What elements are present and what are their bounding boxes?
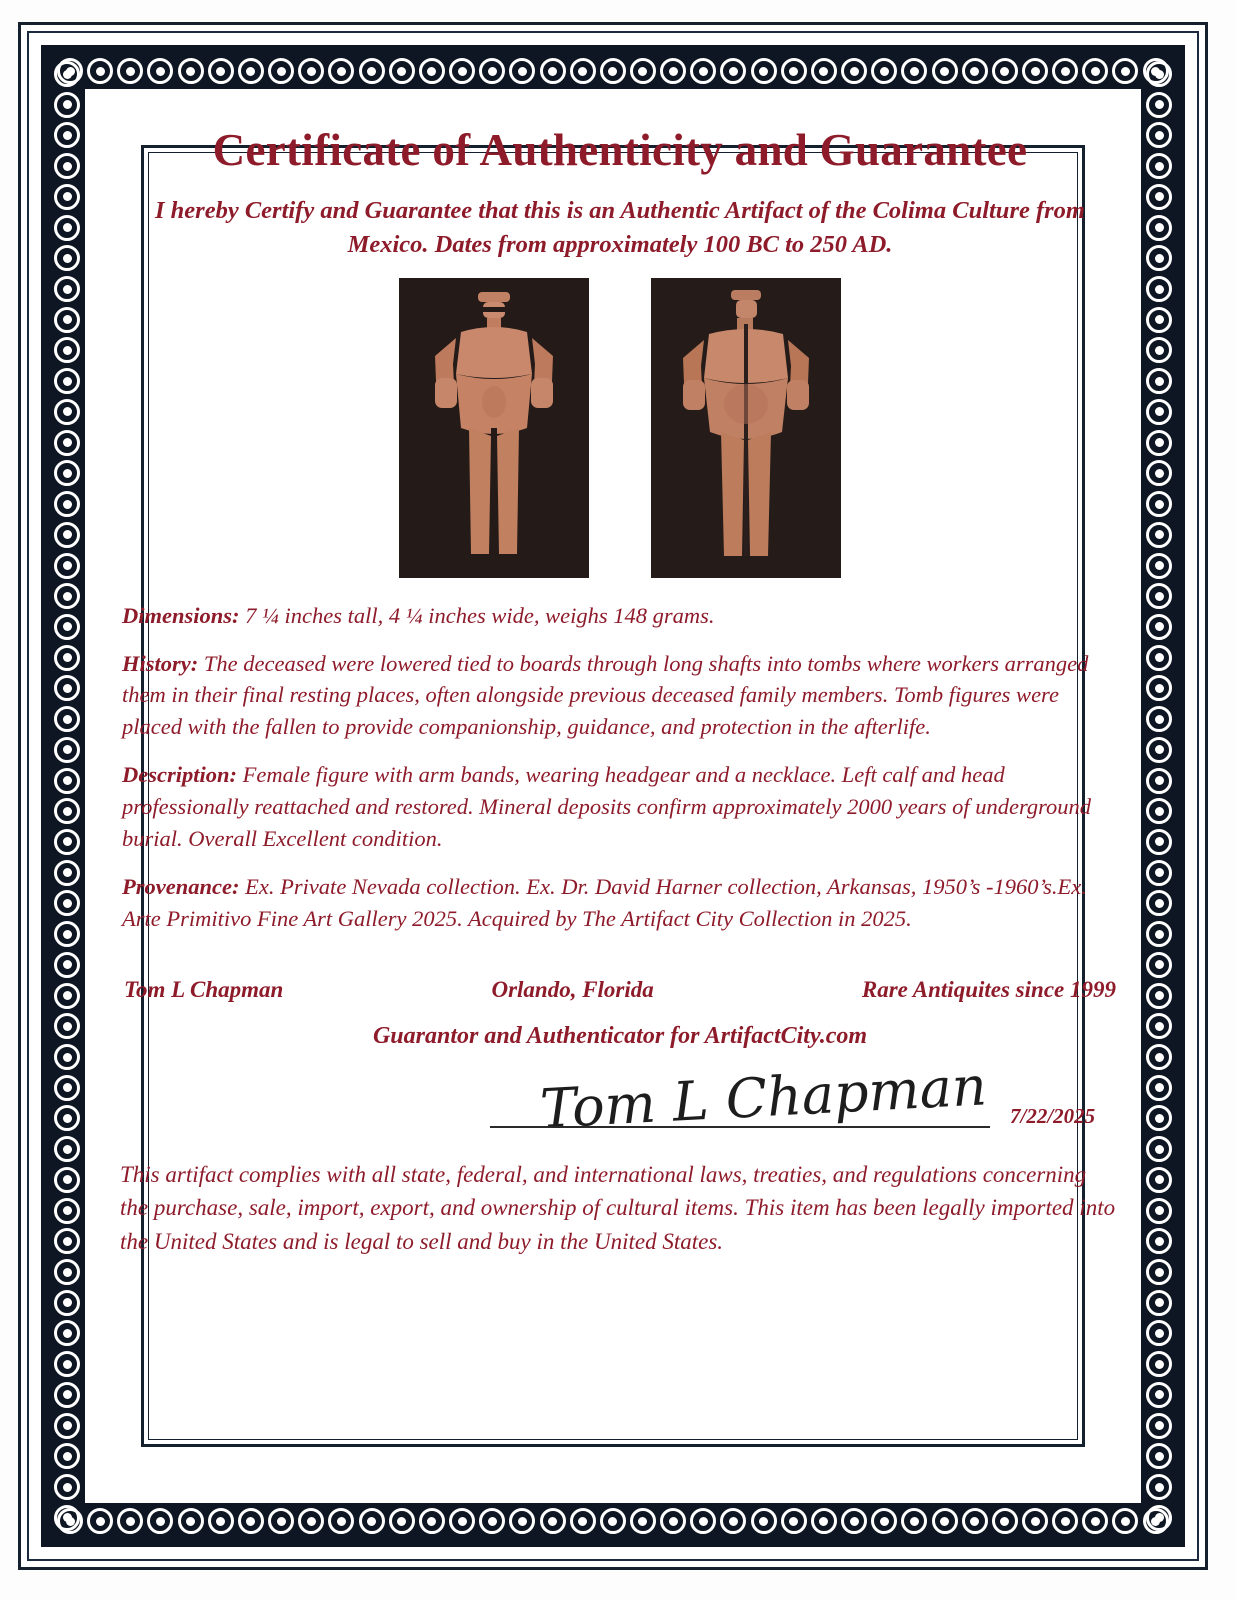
border-circle bbox=[54, 1320, 80, 1346]
border-circle bbox=[1146, 952, 1172, 978]
border-circle bbox=[479, 58, 505, 84]
border-circle bbox=[1112, 58, 1138, 84]
border-circle bbox=[781, 1508, 807, 1534]
border-circle bbox=[1146, 921, 1172, 947]
field-history-label: History: bbox=[122, 650, 199, 676]
border-circle bbox=[54, 798, 80, 824]
border-circle bbox=[992, 58, 1018, 84]
border-circle bbox=[962, 58, 988, 84]
border-circle bbox=[1146, 1443, 1172, 1469]
handwritten-signature: Tom L Chapman bbox=[538, 1054, 989, 1141]
border-circle bbox=[811, 1508, 837, 1534]
field-description-label: Description: bbox=[122, 762, 237, 788]
border-circle bbox=[1146, 522, 1172, 548]
field-dimensions bbox=[120, 600, 1120, 632]
border-circle bbox=[720, 1508, 746, 1534]
border-circle bbox=[1146, 245, 1172, 271]
compliance-statement: This artifact complies with all state, federal, and international laws, treaties, and regulations concerning the purchase, sale, import, export, and ownership of cultural items. This item has been legally imported into the United States and is legal to sell and buy in the United States. bbox=[120, 1162, 1116, 1254]
border-circle bbox=[992, 1508, 1018, 1534]
border-circle bbox=[1146, 368, 1172, 394]
border-circle bbox=[54, 1351, 80, 1377]
border-circle bbox=[1022, 58, 1048, 84]
border-circle bbox=[871, 58, 897, 84]
border-circle bbox=[871, 1508, 897, 1534]
border-circle bbox=[1146, 399, 1172, 425]
border-circle bbox=[630, 58, 656, 84]
border-circle bbox=[147, 1508, 173, 1534]
border-circle bbox=[328, 1508, 354, 1534]
border-circle bbox=[1146, 337, 1172, 363]
border-circle bbox=[1146, 1290, 1172, 1316]
border-circle bbox=[54, 737, 80, 763]
border-circles-right bbox=[1146, 61, 1172, 1531]
artifact-photo-back bbox=[651, 278, 841, 578]
border-circle bbox=[509, 1508, 535, 1534]
border-circle bbox=[54, 184, 80, 210]
border-circle bbox=[1146, 1044, 1172, 1070]
border-circle bbox=[54, 768, 80, 794]
border-circle bbox=[298, 58, 324, 84]
field-description-text: Female figure with arm bands, wearing headgear and a necklace. Left calf and head professionally reattached and restored. Mineral deposits confirm approximately 2000 years of underground burial. Overall Excellent condition. bbox=[122, 762, 1092, 852]
border-circle bbox=[54, 983, 80, 1009]
border-circle bbox=[54, 1382, 80, 1408]
border-circle bbox=[54, 706, 80, 732]
border-circle bbox=[660, 1508, 686, 1534]
border-circle bbox=[54, 215, 80, 241]
border-circle bbox=[932, 1508, 958, 1534]
border-circle bbox=[238, 1508, 264, 1534]
border-circle bbox=[600, 58, 626, 84]
border-circle bbox=[238, 58, 264, 84]
border-circle bbox=[1146, 215, 1172, 241]
border-circle bbox=[54, 890, 80, 916]
border-circle bbox=[54, 1290, 80, 1316]
border-circle bbox=[208, 1508, 234, 1534]
border-circle bbox=[630, 1508, 656, 1534]
colima-figure-front-icon bbox=[399, 278, 589, 578]
border-circle bbox=[268, 1508, 294, 1534]
border-circle bbox=[690, 58, 716, 84]
border-circle bbox=[540, 1508, 566, 1534]
border-circle bbox=[54, 276, 80, 302]
border-circle bbox=[1022, 1508, 1048, 1534]
border-circle bbox=[751, 1508, 777, 1534]
border-circle bbox=[962, 1508, 988, 1534]
field-provenance-text: Ex. Private Nevada collection. Ex. Dr. David Harner collection, Arkansas, 1950’s -1960’s.Ex. Arte Primitivo Fine Art Gallery 2025. Acquired by The Artifact City Collection in 2025. bbox=[122, 874, 1087, 932]
border-circle bbox=[54, 553, 80, 579]
border-circle bbox=[54, 522, 80, 548]
border-circle bbox=[1146, 460, 1172, 486]
border-circle bbox=[54, 952, 80, 978]
border-circle bbox=[54, 1505, 80, 1531]
border-circle bbox=[1146, 1382, 1172, 1408]
border-circle bbox=[1146, 798, 1172, 824]
border-circle bbox=[1146, 1320, 1172, 1346]
artifact-photo-front bbox=[399, 278, 589, 578]
colima-figure-back-icon bbox=[651, 278, 841, 578]
border-circle bbox=[54, 1075, 80, 1101]
border-circle bbox=[147, 58, 173, 84]
border-circle bbox=[54, 430, 80, 456]
border-circle bbox=[932, 58, 958, 84]
border-circle bbox=[54, 153, 80, 179]
border-circle bbox=[1146, 645, 1172, 671]
border-circle bbox=[87, 1508, 113, 1534]
border-circle bbox=[54, 1443, 80, 1469]
border-circle bbox=[54, 460, 80, 486]
border-circle bbox=[1146, 184, 1172, 210]
border-circle bbox=[54, 829, 80, 855]
border-circle bbox=[1112, 1508, 1138, 1534]
guarantor-name: Tom L Chapman bbox=[124, 977, 284, 1003]
border-circle bbox=[1146, 768, 1172, 794]
field-description bbox=[120, 759, 1120, 855]
border-circle bbox=[1146, 1167, 1172, 1193]
guarantor-location: Orlando, Florida bbox=[491, 977, 654, 1003]
border-circle bbox=[54, 1474, 80, 1500]
field-dimensions-label: Dimensions: bbox=[122, 602, 240, 628]
border-circle bbox=[1146, 983, 1172, 1009]
signature-row bbox=[120, 1054, 1120, 1142]
border-circles-left bbox=[54, 61, 80, 1531]
border-circle bbox=[328, 58, 354, 84]
border-circle bbox=[54, 491, 80, 517]
border-circle bbox=[117, 58, 143, 84]
border-circle bbox=[570, 1508, 596, 1534]
border-circle bbox=[54, 307, 80, 333]
border-circle bbox=[1146, 614, 1172, 640]
border-circle bbox=[781, 58, 807, 84]
border-circle bbox=[540, 58, 566, 84]
field-provenance-label: Provenance: bbox=[122, 874, 240, 900]
border-circle bbox=[720, 58, 746, 84]
border-circle bbox=[54, 645, 80, 671]
border-circle bbox=[54, 860, 80, 886]
border-circles-top bbox=[57, 58, 1169, 84]
border-circle bbox=[1146, 1351, 1172, 1377]
border-circle bbox=[1146, 706, 1172, 732]
border-circle bbox=[54, 368, 80, 394]
border-circle bbox=[208, 58, 234, 84]
border-circle bbox=[389, 1508, 415, 1534]
border-circle bbox=[54, 1136, 80, 1162]
signature-block bbox=[120, 977, 1120, 1142]
border-circle bbox=[449, 1508, 475, 1534]
border-circle bbox=[1146, 430, 1172, 456]
border-circle bbox=[1146, 61, 1172, 87]
border-circle bbox=[1146, 829, 1172, 855]
border-circle bbox=[1146, 1474, 1172, 1500]
border-circle bbox=[1052, 58, 1078, 84]
border-circle bbox=[178, 58, 204, 84]
border-circle bbox=[1146, 737, 1172, 763]
border-circle bbox=[54, 921, 80, 947]
border-circle bbox=[660, 58, 686, 84]
border-circle bbox=[54, 1413, 80, 1439]
border-circle bbox=[54, 1013, 80, 1039]
border-circle bbox=[178, 1508, 204, 1534]
border-circle bbox=[54, 122, 80, 148]
signature-date: 7/22/2025 bbox=[1010, 1104, 1096, 1129]
border-circle bbox=[1146, 860, 1172, 886]
border-circle bbox=[54, 1198, 80, 1224]
border-circle bbox=[841, 58, 867, 84]
border-circle bbox=[54, 1167, 80, 1193]
border-circle bbox=[1146, 553, 1172, 579]
page-title: Certificate of Authenticity and Guarantee bbox=[212, 125, 1028, 175]
border-circle bbox=[1082, 1508, 1108, 1534]
border-circle bbox=[54, 583, 80, 609]
border-circle bbox=[268, 58, 294, 84]
border-circles-bottom bbox=[57, 1508, 1169, 1534]
certificate-content bbox=[120, 110, 1120, 1490]
border-circle bbox=[54, 675, 80, 701]
border-circle bbox=[54, 337, 80, 363]
border-circle bbox=[841, 1508, 867, 1534]
border-circle bbox=[1146, 675, 1172, 701]
artifact-photos bbox=[120, 278, 1120, 578]
border-circle bbox=[1146, 491, 1172, 517]
border-circle bbox=[1146, 153, 1172, 179]
field-history-text: The deceased were lowered tied to boards through long shafts into tombs where workers arranged them in their final resting places, often alongside previous deceased family members. Tomb figures were placed with the fallen to provide companionship, guidance, and protection in the afterlife. bbox=[122, 650, 1089, 740]
border-circle bbox=[479, 1508, 505, 1534]
border-circle bbox=[509, 58, 535, 84]
border-circle bbox=[811, 58, 837, 84]
border-circle bbox=[600, 1508, 626, 1534]
signature-rule bbox=[490, 1126, 990, 1128]
border-circle bbox=[359, 58, 385, 84]
border-circle bbox=[1052, 1508, 1078, 1534]
border-circle bbox=[1082, 58, 1108, 84]
field-provenance bbox=[120, 871, 1120, 935]
border-circle bbox=[117, 1508, 143, 1534]
border-circle bbox=[570, 58, 596, 84]
border-circle bbox=[1146, 1413, 1172, 1439]
border-circle bbox=[1146, 122, 1172, 148]
border-circle bbox=[54, 1044, 80, 1070]
border-circle bbox=[1146, 1105, 1172, 1131]
field-dimensions-text: 7 ¼ inches tall, 4 ¼ inches wide, weighs 148 grams. bbox=[239, 602, 715, 628]
border-circle bbox=[690, 1508, 716, 1534]
border-circle bbox=[449, 58, 475, 84]
border-circle bbox=[359, 1508, 385, 1534]
field-history bbox=[120, 648, 1120, 744]
authenticator-role: Guarantor and Authenticator for ArtifactCity.com bbox=[372, 1023, 868, 1050]
border-circle bbox=[54, 614, 80, 640]
border-circle bbox=[1146, 1136, 1172, 1162]
border-circle bbox=[1146, 1259, 1172, 1285]
border-circle bbox=[1146, 890, 1172, 916]
border-circle bbox=[54, 92, 80, 118]
guarantor-line bbox=[120, 977, 1120, 1003]
border-circle bbox=[901, 1508, 927, 1534]
border-circle bbox=[54, 1105, 80, 1131]
border-circle bbox=[87, 58, 113, 84]
border-circle bbox=[751, 58, 777, 84]
border-circle bbox=[1146, 583, 1172, 609]
border-circle bbox=[1146, 1013, 1172, 1039]
border-circle bbox=[1146, 1228, 1172, 1254]
border-circle bbox=[54, 1259, 80, 1285]
border-circle bbox=[54, 245, 80, 271]
border-circle bbox=[1146, 1198, 1172, 1224]
border-circle bbox=[419, 1508, 445, 1534]
border-circle bbox=[901, 58, 927, 84]
border-circle bbox=[1146, 1505, 1172, 1531]
guarantor-tagline: Rare Antiquites since 1999 bbox=[861, 977, 1116, 1003]
border-circle bbox=[298, 1508, 324, 1534]
border-circle bbox=[1146, 276, 1172, 302]
border-circle bbox=[419, 58, 445, 84]
border-circle bbox=[1146, 92, 1172, 118]
border-circle bbox=[389, 58, 415, 84]
certify-statement: I hereby Certify and Guarantee that this is an Authentic Artifact of the Colima Culture from Mexico. Dates from approximately 100 BC to 250 AD. bbox=[155, 197, 1085, 258]
border-circle bbox=[54, 399, 80, 425]
border-circle bbox=[1146, 1075, 1172, 1101]
border-circle bbox=[54, 61, 80, 87]
border-circle bbox=[1146, 307, 1172, 333]
border-circle bbox=[54, 1228, 80, 1254]
